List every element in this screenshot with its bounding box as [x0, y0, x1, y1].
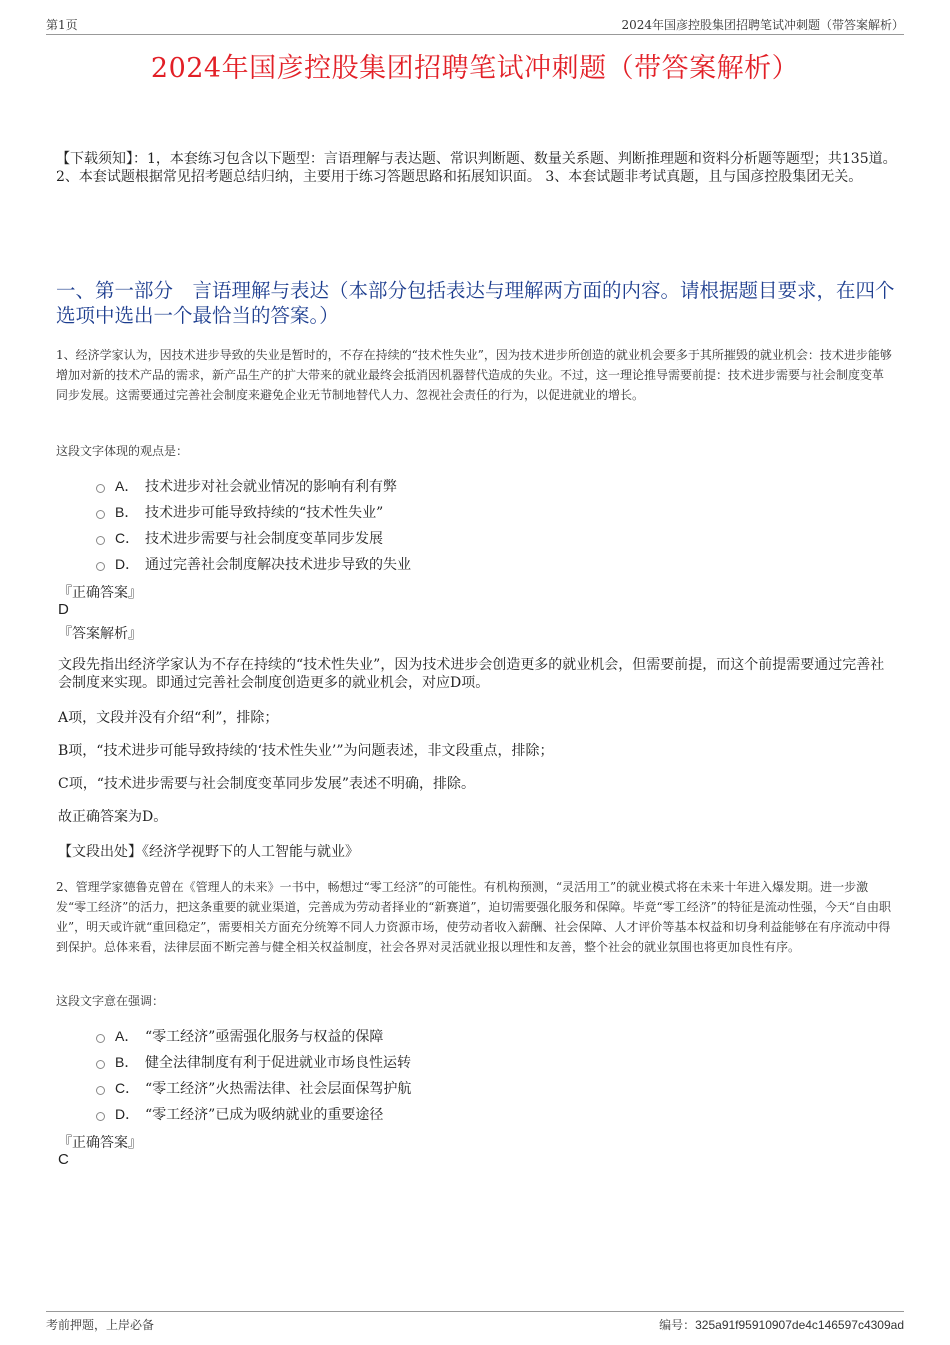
q1-source: 【文段出处】《经济学视野下的人工智能与就业》	[58, 844, 359, 860]
q2-option-a[interactable]: A． “零工经济”亟需强化服务与权益的保障	[96, 1026, 383, 1046]
download-notice: 【下载须知】：1，本套练习包含以下题型：言语理解与表达题、常识判断题、数量关系题、判断推理题和资料分析题等题型；共135道。 2、本套试题根据常见招考题总结归纳，主要用于练习答题思路和拓展知识面。 3、本套试题非考试真题，且与国彦控股集团无关。	[56, 151, 897, 185]
q1-option-a[interactable]: A． 技术进步对社会就业情况的影响有利有弊	[96, 476, 397, 496]
question-1-stem: 1、经济学家认为，因技术进步导致的失业是暂时的，不存在持续的“技术性失业”，因为技术进步所创造的就业机会要多于其所摧毁的就业机会：技术进步能够增加对新的技术产品的需求，新产品生产的扩大带来的就业最终会抵消因机器替代造成的失业。不过，这一理论推导需要前提：技术进步需要与社会制度变革同步发展。这需要通过完善社会制度来避免企业无节制地替代人力、忽视社会责任的行为，以促进就业的增长。	[56, 348, 892, 402]
radio-icon[interactable]	[96, 562, 105, 571]
q1-analysis-label: 『答案解析』	[58, 626, 142, 642]
q1-answer: D	[58, 601, 69, 618]
q1-option-d[interactable]: D． 通过完善社会制度解决技术进步导致的失业	[96, 554, 411, 574]
radio-icon[interactable]	[96, 1060, 105, 1069]
section-heading: 一、第一部分 言语理解与表达（本部分包括表达与理解两方面的内容。请根据题目要求，在四个选项中选出一个最恰当的答案。）	[56, 279, 895, 327]
footer-code: 编号：325a91f95910907de4c146597c4309ad	[659, 1318, 904, 1332]
q2-answer-label: 『正确答案』	[58, 1135, 142, 1151]
page-footer	[46, 1311, 904, 1336]
radio-icon[interactable]	[96, 536, 105, 545]
q1-analysis-para: 故正确答案为D。	[58, 809, 168, 825]
page-number: 第1页	[46, 18, 78, 32]
page-title: 2024年国彦控股集团招聘笔试冲刺题（带答案解析）	[150, 53, 800, 84]
q1-answer-label: 『正确答案』	[58, 585, 142, 601]
radio-icon[interactable]	[96, 1112, 105, 1121]
q1-analysis-para: C项，“技术进步需要与社会制度变革同步发展”表述不明确，排除。	[58, 776, 476, 792]
q1-analysis-para: 文段先指出经济学家认为不存在持续的“技术性失业”，因为技术进步会创造更多的就业机会，但需要前提，而这个前提需要通过完善社会制度来实现。即通过完善社会制度创造更多的就业机会，对应D项。	[58, 657, 885, 691]
header-doc-title: 2024年国彦控股集团招聘笔试冲刺题（带答案解析）	[621, 18, 904, 32]
page-header	[46, 14, 904, 35]
q1-analysis-para: B项，“技术进步可能导致持续的‘技术性失业’”为问题表述，非文段重点，排除；	[58, 743, 554, 759]
radio-icon[interactable]	[96, 1034, 105, 1043]
q2-answer: C	[58, 1151, 69, 1168]
radio-icon[interactable]	[96, 510, 105, 519]
q1-analysis-para: A项，文段并没有介绍“利”，排除；	[58, 710, 279, 726]
question-2-stem: 2、管理学家德鲁克曾在《管理人的未来》一书中，畅想过“零工经济”的可能性。有机构预测，“灵活用工”的就业模式将在未来十年进入爆发期。进一步激发“零工经济”的活力，把这条重要的就业渠道，完善成为劳动者择业的“新赛道”，迫切需要强化服务和保障。毕竟“零工经济”的特征是流动性强，今天“自由职业”，明天或许就“重回稳定”，需要相关方面充分统筹不同人力资源市场，使劳动者收入薪酬、社会保障、人才评价等基本权益和切身利益能够在有序流动中得到保护。总体来看，法律层面不断完善与健全相关权益制度，社会各界对灵活就业报以理性和友善，整个社会的就业氛围也将更加良性有序。	[56, 880, 891, 954]
radio-icon[interactable]	[96, 1086, 105, 1095]
question-1-prompt: 这段文字体现的观点是：	[56, 444, 189, 458]
footer-slogan: 考前押题，上岸必备	[46, 1318, 155, 1332]
radio-icon[interactable]	[96, 484, 105, 493]
question-2-prompt: 这段文字意在强调：	[56, 994, 165, 1008]
q2-option-c[interactable]: C． “零工经济”火热需法律、社会层面保驾护航	[96, 1078, 411, 1098]
q1-option-c[interactable]: C． 技术进步需要与社会制度变革同步发展	[96, 528, 383, 548]
q2-option-b[interactable]: B． 健全法律制度有利于促进就业市场良性运转	[96, 1052, 411, 1072]
q1-option-b[interactable]: B． 技术进步可能导致持续的“技术性失业”	[96, 502, 383, 522]
q2-option-d[interactable]: D． “零工经济”已成为吸纳就业的重要途径	[96, 1104, 383, 1124]
